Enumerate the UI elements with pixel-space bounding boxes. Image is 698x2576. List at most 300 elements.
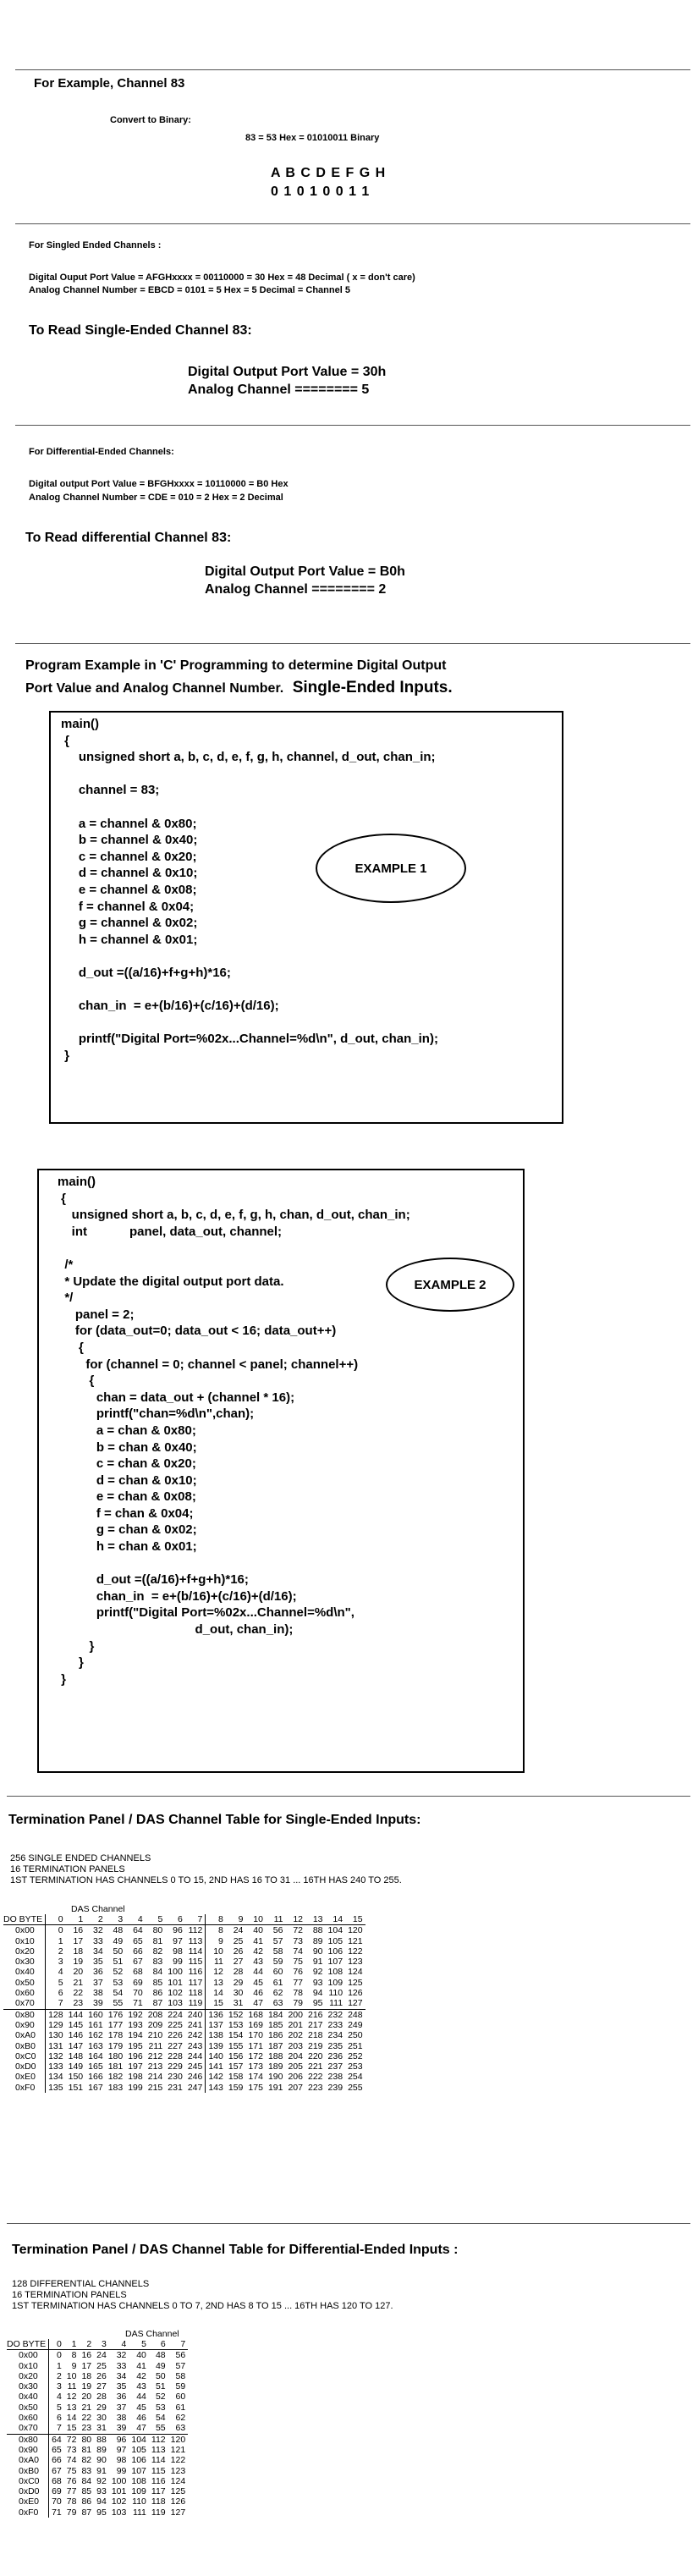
table-cell: 91 [312,1957,323,1968]
table-cell: 191 [267,2082,283,2093]
program-title-line1: Program Example in 'C' Programming to determine Digital Output [25,658,447,673]
table-cell: 97 [173,1935,183,1946]
row-header: 0x20 [15,1946,35,1957]
table-cell: 92 [96,2475,107,2486]
table-cell: 159 [228,2082,244,2093]
table-cell: 185 [267,2019,283,2030]
column-header: 15 [345,1914,365,1925]
table-cell: 37 [93,1977,103,1988]
table-cell: 126 [170,2496,186,2507]
table-cell: 104 [129,2434,149,2445]
table-cell: 28 [96,2392,107,2403]
table-cell: 67 [133,1957,143,1968]
table-cell: 31 [233,1998,244,2009]
table-cell: 145 [68,2019,84,2030]
single-read-title: To Read Single-Ended Channel 83: [29,323,252,338]
table-cell: 51 [155,2381,166,2392]
table-cell: 44 [136,2392,146,2403]
table-cell: 177 [107,2019,124,2030]
table-cell: 39 [93,1998,103,2009]
table-cell: 33 [93,1935,103,1946]
table-cell: 168 [245,2009,266,2020]
table-cell: 135 [46,2083,66,2093]
table-cell: 237 [327,2061,344,2072]
table-cell: 207 [288,2082,303,2093]
column-header: 14 [326,1914,346,1925]
table-de-das-label: DAS Channel [125,2329,179,2339]
table-row [7,2413,188,2423]
row-header: 0x10 [15,1935,35,1946]
table-row [3,2041,365,2051]
table-cell: 127 [348,1998,363,2009]
table-cell: 133 [46,2061,66,2072]
program-title-suffix: Single-Ended Inputs. [292,679,453,696]
table-row [7,2381,188,2392]
table-cell: 142 [206,2072,226,2082]
table-cell: 84 [81,2475,92,2486]
row-header: 0xF0 [15,2082,36,2093]
table-cell: 10 [206,1946,226,1957]
table-cell: 6 [46,1988,66,1998]
table-cell: 214 [147,2072,163,2083]
table-cell: 204 [288,2050,303,2061]
table-cell: 134 [46,2072,66,2082]
table-cell: 61 [175,2402,186,2413]
row-header: 0xE0 [19,2496,39,2507]
table-cell: 224 [165,2009,185,2020]
table-cell: 19 [81,2381,92,2392]
row-header: 0x90 [19,2444,38,2455]
table-cell: 72 [64,2434,80,2445]
table-cell: 58 [175,2370,186,2381]
table-row [3,2083,365,2093]
table-cell: 15 [66,2423,77,2434]
table-cell: 194 [128,2030,143,2041]
table-cell: 70 [133,1988,143,1999]
table-cell: 186 [267,2030,283,2041]
table-cell: 33 [116,2360,127,2371]
table-cell: 119 [188,1998,203,2009]
table-cell: 52 [113,1967,124,1978]
table-cell: 144 [66,2009,86,2020]
table-cell: 77 [66,2486,77,2497]
table-cell: 115 [188,1957,203,1968]
table-cell: 149 [68,2061,84,2072]
table-cell: 7 [46,1998,66,2009]
table-cell: 28 [233,1967,244,1978]
table-row [3,1978,365,1988]
column-header: 3 [94,2339,109,2350]
table-cell: 137 [206,2020,226,2030]
table-cell: 109 [131,2486,146,2497]
table-cell: 108 [327,1967,344,1978]
divider-3 [15,643,690,644]
table-cell: 54 [155,2413,166,2424]
table-cell: 102 [168,1988,183,1999]
table-row [7,2361,188,2371]
table-cell: 29 [96,2402,107,2413]
table-cell: 73 [293,1935,303,1946]
table-cell: 70 [49,2496,64,2507]
table-cell: 85 [81,2486,92,2497]
table-cell: 165 [88,2061,103,2072]
table-cell: 31 [96,2423,107,2434]
divider-4 [7,1796,690,1797]
column-header: 0 [46,1914,66,1925]
table-cell: 118 [188,1988,203,1999]
table-cell: 83 [81,2465,92,2476]
table-cell: 218 [308,2030,323,2041]
table-cell: 50 [155,2370,166,2381]
table-cell: 118 [151,2496,166,2507]
table-cell: 108 [131,2475,146,2486]
table-cell: 102 [111,2496,127,2507]
table-cell: 24 [233,1925,244,1936]
convert-label: Convert to Binary: [110,115,191,125]
table-cell: 98 [173,1946,183,1957]
table-cell: 176 [106,2009,126,2020]
table-cell: 66 [133,1946,143,1957]
table-cell: 81 [152,1935,163,1946]
table-cell: 34 [93,1946,103,1957]
table-row [7,2486,188,2496]
program-title-line2 [25,679,453,697]
example1-code: main() { unsigned short a, b, c, d, e, f, g, h, channel, d_out, chan_in; channel = 83; a = channel & 0x80; b = channel & 0x40; c = channel & 0x20; d = channel & 0x10; e = channel & 0x08; f = channel & 0x04; g = channel & 0x02; h = channel & 0x01; d_out =((a/16)+f+g+h)*16; chan_in = e+(b/16)+(c/16)+(d/16); printf("Digital Port=%02x...Channel=%d\n", d_out, chan_in); } [61,717,438,1063]
table-cell: 139 [206,2041,226,2051]
table-cell: 16 [81,2350,92,2361]
table-cell: 2 [46,1946,66,1957]
table-cell: 68 [133,1967,143,1978]
table-cell: 78 [293,1988,303,1999]
table-cell: 86 [152,1988,163,1999]
table-cell: 241 [187,2019,203,2030]
table-cell: 86 [81,2496,92,2507]
table-cell: 42 [253,1946,263,1957]
divider-5 [7,2223,690,2224]
table-cell: 140 [206,2051,226,2061]
table-cell: 115 [151,2465,166,2476]
table-cell: 59 [272,1957,283,1968]
table-cell: 128 [46,2009,66,2020]
table-row [3,1946,365,1957]
table-cell: 47 [136,2423,146,2434]
table-cell: 90 [312,1946,323,1957]
table-cell: 120 [168,2434,189,2445]
table-row [7,2423,188,2434]
table-cell: 198 [128,2072,143,2083]
table-cell: 123 [170,2465,186,2476]
row-header: 0x10 [19,2360,38,2371]
table-cell: 65 [133,1935,143,1946]
table-cell: 51 [113,1957,124,1968]
table-cell: 29 [233,1977,244,1988]
row-header: 0xD0 [15,2061,36,2072]
table-cell: 232 [326,2009,346,2020]
table-cell: 25 [233,1935,244,1946]
table-cell: 127 [170,2507,186,2518]
table-cell: 234 [327,2030,344,2041]
table-cell: 173 [248,2061,263,2072]
table-cell: 121 [348,1935,363,1946]
table-cell: 71 [133,1998,143,2009]
table-cell: 161 [88,2019,103,2030]
single-result1: Digital Output Port Value = 30h [188,365,387,379]
column-header: 6 [165,1914,185,1925]
table-cell: 125 [170,2486,186,2497]
diff-line1: Digital output Port Value = BFGHxxxx = 10110000 = B0 Hex [29,479,289,489]
table-cell: 122 [348,1946,363,1957]
table-cell: 66 [49,2455,64,2465]
table-cell: 4 [46,1967,66,1977]
diff-result2: Analog Channel ======== 2 [205,582,387,597]
table-cell: 81 [81,2444,92,2455]
table-cell: 124 [348,1967,363,1978]
table-cell: 153 [228,2019,244,2030]
do-byte-label: DO BYTE [3,1914,46,1925]
table-cell: 76 [293,1967,303,1978]
row-header: 0x70 [15,1998,35,2009]
table-cell: 63 [272,1998,283,2009]
column-header: 1 [66,1914,86,1925]
table-cell: 8 [206,1925,226,1936]
table-row [3,2051,365,2061]
table-cell: 203 [288,2040,303,2051]
single-line1: Digital Ouput Port Value = AFGHxxxx = 00110000 = 30 Hex = 48 Decimal ( x = don't care) [29,272,415,283]
table-cell: 162 [88,2030,103,2041]
table-cell: 22 [81,2413,92,2424]
table-cell: 222 [308,2072,323,2083]
table-cell: 147 [68,2040,84,2051]
table-cell: 62 [175,2413,186,2424]
table-cell: 36 [93,1967,103,1978]
table-cell: 249 [348,2019,363,2030]
table-cell: 69 [49,2486,64,2496]
table-cell: 112 [188,1925,203,1936]
table-cell: 228 [168,2050,183,2061]
table-cell: 182 [107,2072,124,2083]
table-cell: 12 [206,1967,226,1977]
table-row [7,2434,188,2445]
table-cell: 16 [73,1925,84,1936]
table-row [3,2020,365,2030]
row-header: 0xB0 [15,2040,36,2051]
table-cell: 97 [116,2444,127,2455]
row-header: 0x80 [7,2434,49,2445]
table-cell: 246 [187,2072,203,2083]
single-heading: For Singled Ended Channels : [29,240,162,250]
table-cell: 148 [68,2050,84,2061]
table-cell: 193 [128,2019,143,2030]
table-cell: 69 [133,1977,143,1988]
single-result2: Analog Channel ======== 5 [188,383,370,397]
table-cell: 174 [248,2072,263,2083]
table-cell: 119 [151,2507,166,2518]
table-cell: 13 [206,1978,226,1988]
table-cell: 143 [206,2083,226,2093]
table-cell: 163 [88,2040,103,2051]
table-cell: 106 [327,1946,344,1957]
table-cell: 103 [111,2507,127,2518]
table-cell: 11 [67,2381,77,2392]
program-title-line2-text: Port Value and Analog Channel Number. [25,681,284,696]
conversion-line: 83 = 53 Hex = 01010011 Binary [245,133,380,143]
table-cell: 107 [327,1957,344,1968]
table-cell: 89 [312,1935,323,1946]
table-cell: 123 [348,1957,363,1968]
table-cell: 9 [206,1936,226,1946]
table-cell: 18 [73,1946,84,1957]
table-cell: 87 [152,1998,163,2009]
table-cell: 188 [267,2050,283,2061]
table-row [3,1967,365,1977]
table-se-notes: 256 SINGLE ENDED CHANNELS 16 TERMINATION PANELS 1ST TERMINATION HAS CHANNELS 0 TO 15, 2ND HAS 16 TO 31 ... 16TH HAS 240 TO 255. [10,1853,402,1885]
table-cell: 200 [285,2009,305,2020]
column-header: 2 [85,1914,106,1925]
row-header: 0x30 [15,1957,35,1968]
table-cell: 27 [96,2381,107,2392]
table-cell: 32 [93,1925,103,1936]
table-cell: 217 [308,2019,323,2030]
column-header: 11 [266,1914,286,1925]
table-cell: 196 [128,2050,143,2061]
row-header: 0x30 [19,2381,38,2392]
row-header: 0x00 [15,1925,35,1936]
table-cell: 243 [187,2040,203,2051]
row-header: 0x20 [19,2370,38,2381]
table-row [3,1998,365,2009]
table-cell: 250 [348,2030,363,2041]
table-row [7,2466,188,2476]
table-cell: 5 [49,2403,64,2413]
column-header: 9 [226,1914,246,1925]
row-header: 0x50 [15,1977,35,1988]
table-cell: 19 [73,1957,84,1968]
table-row [3,1925,365,1936]
table-row [7,2445,188,2455]
table-cell: 116 [151,2475,166,2486]
table-cell: 1 [46,1936,66,1946]
example-title: For Example, Channel 83 [34,76,185,91]
column-header: 0 [49,2339,64,2350]
table-cell: 122 [170,2455,186,2466]
table-cell: 114 [151,2455,166,2466]
table-cell: 40 [136,2350,146,2361]
table-row [7,2507,188,2518]
table-cell: 46 [253,1988,263,1999]
table-cell: 132 [46,2051,66,2061]
divider-2 [15,425,690,426]
table-cell: 79 [66,2507,77,2518]
table-cell: 172 [248,2050,263,2061]
column-header: 7 [168,2339,189,2350]
table-row [7,2403,188,2413]
table-cell: 171 [248,2040,263,2051]
table-cell: 169 [248,2019,263,2030]
table-cell: 242 [187,2030,203,2041]
table-cell: 56 [175,2350,186,2361]
table-cell: 80 [152,1925,163,1936]
table-cell: 150 [68,2072,84,2083]
table-cell: 93 [312,1977,323,1988]
table-cell: 82 [152,1946,163,1957]
row-header: 0xF0 [19,2507,39,2518]
table-cell: 55 [113,1998,124,2009]
table-cell: 21 [81,2402,92,2413]
table-cell: 103 [168,1998,183,2009]
table-cell: 30 [96,2413,107,2424]
table-cell: 41 [253,1935,263,1946]
table-cell: 208 [146,2009,166,2020]
row-header: 0xA0 [15,2030,36,2041]
table-cell: 43 [136,2381,146,2392]
table-cell: 71 [49,2507,64,2518]
table-cell: 206 [288,2072,303,2083]
table-cell: 213 [147,2061,163,2072]
table-cell: 73 [66,2444,77,2455]
table-cell: 59 [175,2381,186,2392]
table-cell: 113 [188,1935,203,1946]
column-header: 3 [106,1914,126,1925]
table-cell: 90 [96,2455,107,2466]
table-cell: 45 [253,1977,263,1988]
table-cell: 238 [327,2072,344,2083]
table-cell: 220 [308,2050,323,2061]
table-cell: 88 [94,2434,109,2445]
table-cell: 17 [73,1935,84,1946]
table-cell: 244 [187,2050,203,2061]
table-cell: 255 [348,2082,363,2093]
row-header: 0x40 [15,1967,35,1978]
table-se-das-label: DAS Channel [71,1904,125,1914]
table-cell: 187 [267,2040,283,2051]
table-cell: 223 [308,2082,323,2093]
table-cell: 89 [96,2444,107,2455]
table-cell: 205 [288,2061,303,2072]
table-cell: 201 [288,2019,303,2030]
table-cell: 229 [168,2061,183,2072]
column-header: 7 [185,1914,206,1925]
table-cell: 129 [46,2020,66,2030]
table-cell: 53 [155,2402,166,2413]
table-cell: 189 [267,2061,283,2072]
table-cell: 38 [116,2413,127,2424]
table-cell: 233 [327,2019,344,2030]
table-cell: 5 [46,1978,66,1988]
table-cell: 27 [233,1957,244,1968]
column-header: 10 [245,1914,266,1925]
table-cell: 131 [46,2041,66,2051]
table-cell: 183 [107,2082,124,2093]
table-cell: 93 [96,2486,107,2497]
table-cell: 0 [49,2350,64,2361]
table-cell: 91 [96,2465,107,2476]
table-cell: 107 [131,2465,146,2476]
table-cell: 138 [206,2030,226,2040]
diff-heading: For Differential-Ended Channels: [29,447,174,457]
table-cell: 48 [155,2350,166,2361]
column-header: 2 [79,2339,94,2350]
row-header: 0x90 [15,2019,35,2030]
table-cell: 197 [128,2061,143,2072]
table-cell: 225 [168,2019,183,2030]
table-cell: 6 [49,2413,64,2423]
table-cell: 130 [46,2030,66,2040]
table-cell: 248 [345,2009,365,2020]
table-cell: 42 [136,2370,146,2381]
table-cell: 251 [348,2040,363,2051]
column-header: 5 [129,2339,149,2350]
table-cell: 114 [188,1946,203,1957]
